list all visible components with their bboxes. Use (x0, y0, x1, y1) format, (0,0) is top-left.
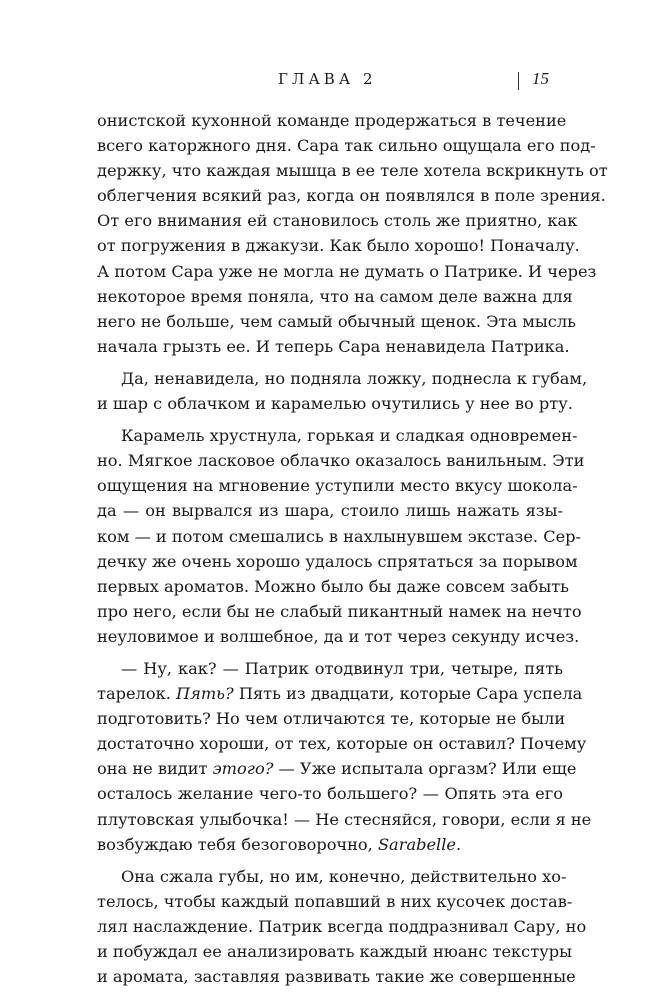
text-line: но. Мягкое ласковое облачко оказалось ванильным. Эти (97, 451, 585, 471)
text-line: держку, что каждая мышца в ее теле хотела вскрикнуть от (97, 161, 608, 181)
text-line: и аромата, заставляя развивать такие же совершенные (97, 967, 576, 987)
paragraph (97, 656, 592, 857)
text-segment: она не видит (97, 759, 213, 779)
text-line: достаточно хороши, от тех, которые он оставил? Почему (97, 734, 587, 754)
text-line: про него, если бы не слабый пикантный намек на нечто (97, 601, 582, 621)
text-line (97, 756, 577, 781)
text-segment: возбуждаю тебя безоговорочно, (97, 834, 378, 854)
text-line: всего каторжного дня. Сара так сильно ощущала его под- (97, 136, 596, 156)
header-separator (518, 72, 519, 90)
paragraph (97, 423, 585, 649)
text-line: начала грызть ее. И теперь Сара ненавидела Патрика. (97, 336, 570, 356)
text-line: онистской кухонной команде продержаться в течение (97, 111, 567, 130)
paragraph (97, 366, 588, 416)
paragraph (97, 864, 587, 989)
text-line: от погружения в джакузи. Как было хорошо! Поначалу. (97, 236, 580, 256)
text-segment: Пять из двадцати, которые Сара успела (233, 684, 583, 704)
text-line: неуловимое и волшебное, да и тот через секунду исчез. (97, 626, 580, 646)
text-line: лял наслаждение. Патрик всегда поддразнивал Сару, но (97, 916, 587, 936)
running-head (100, 70, 560, 100)
italic-segment: Пять? (176, 684, 234, 704)
text-line: телось, чтобы каждый попавший в них кусочек достав- (97, 891, 573, 911)
text-line (97, 832, 563, 857)
text-line: плутовская улыбочка! — Не стесняйся, говори, если я не (97, 809, 592, 829)
text-segment: тарелок. (97, 684, 176, 704)
text-line: ощущения на мгновение уступили место вкусу шокола- (97, 476, 578, 496)
text-line: него не больше, чем самый обычный щенок. Эта мысль (97, 311, 576, 331)
text-line: От его внимания ей становилось столь же приятно, как (97, 211, 578, 231)
text-line: Да, ненавидела, но подняла ложку, поднесла к губам, (121, 368, 588, 388)
text-line: некоторое время поняла, что на самом деле важна для (97, 286, 573, 306)
text-line: подготовить? Но чем отличаются те, которые не были (97, 709, 566, 729)
italic-segment: Sarabelle (377, 834, 456, 854)
text-segment: — Уже испытала оргазм? Или еще (273, 759, 577, 779)
text-line: осталось желание чего-то большего? — Опять эта его (97, 784, 563, 804)
text-line: ком — и потом смешались в нахлынувшем экстазе. Сер- (97, 526, 582, 546)
text-body (97, 108, 608, 989)
text-line: первых ароматов. Можно было бы даже совсем забыть (97, 576, 569, 596)
chapter-title: ГЛАВА 2 (278, 70, 377, 88)
text-line: дечку же очень хорошо удалось спрятаться за порывом (97, 551, 578, 571)
text-line: и шар с облачком и карамелью очутились у нее во рту. (97, 394, 573, 414)
text-line: и побуждал ее анализировать каждый нюанс текстуры (97, 942, 572, 961)
text-line: да — он вырвался из шара, стоило лишь нажать язы- (97, 501, 563, 521)
text-line: Она сжала губы, но им, конечно, действительно хо- (121, 866, 567, 886)
paragraph (97, 108, 608, 359)
page-number: 15 (532, 69, 549, 88)
italic-segment: этого? (212, 759, 274, 779)
text-segment: . (455, 834, 462, 854)
text-line (97, 681, 583, 706)
text-line: Карамель хрустнула, горькая и сладкая одновремен- (121, 426, 578, 446)
text-line: облегчения всякий раз, когда он появлялся в поле зрения. (97, 186, 606, 206)
text-line: — Ну, как? — Патрик отодвинул три, четыре, пять (121, 658, 563, 678)
text-line: А потом Сара уже не могла не думать о Патрике. И через (97, 261, 597, 281)
